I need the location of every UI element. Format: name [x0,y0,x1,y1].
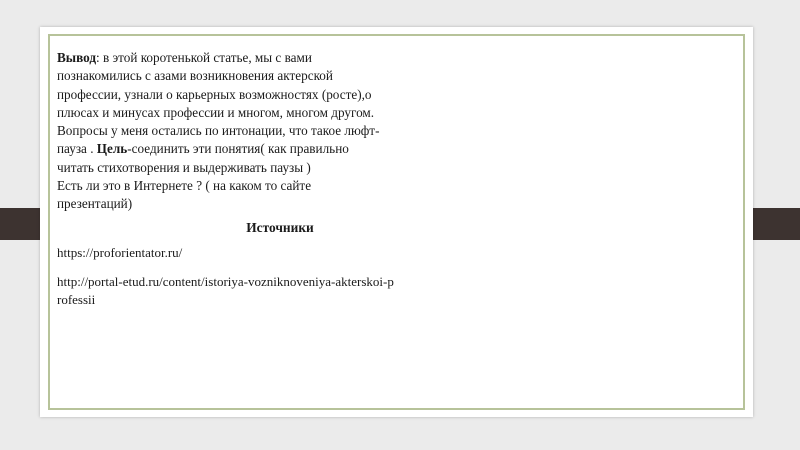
conclusion-line-5: Вопросы у меня остались по интонации, что такое люфт- [57,123,380,139]
conclusion-line-4: плюсах и минусах профессии и многом, многом другом. [57,104,375,120]
conclusion-line-1 [57,49,477,67]
conclusion-line-8: Есть ли это в Интернете ? ( на каком то сайте [57,178,312,194]
source-link-2-line-1: http://portal-etud.ru/content/istoriya-vozniknoveniya-akterskoi-p [57,274,394,289]
conclusion-text [57,49,477,214]
goal-label: Цель [96,141,128,157]
left-accent-bar [0,208,40,240]
conclusion-line-6-prefix: пауза . [57,141,97,157]
conclusion-label: Вывод [57,50,97,65]
slide-card [40,27,753,417]
conclusion-line-6 [57,140,477,158]
source-link-1[interactable]: https://proforientator.ru/ [57,245,183,260]
conclusion-line-3: профессии, узнали о карьерных возможностях (росте),о [57,86,372,102]
conclusion-line-2: познакомились с азами возникновения актерской [57,68,333,84]
sources-heading: Источники [246,220,314,235]
conclusion-line-7: читать стихотворения и выдерживать паузы ) [57,159,311,175]
source-link-2-line-2: rofessii [57,292,96,307]
conclusion-line-6-rest: -соединить эти понятия( как правильно [127,141,349,157]
conclusion-line-1-rest: : в этой коротенькой статье, мы с вами [96,50,312,65]
source-link-2[interactable] [57,273,394,309]
right-accent-bar [753,208,800,240]
conclusion-line-9: презентаций) [57,196,133,212]
